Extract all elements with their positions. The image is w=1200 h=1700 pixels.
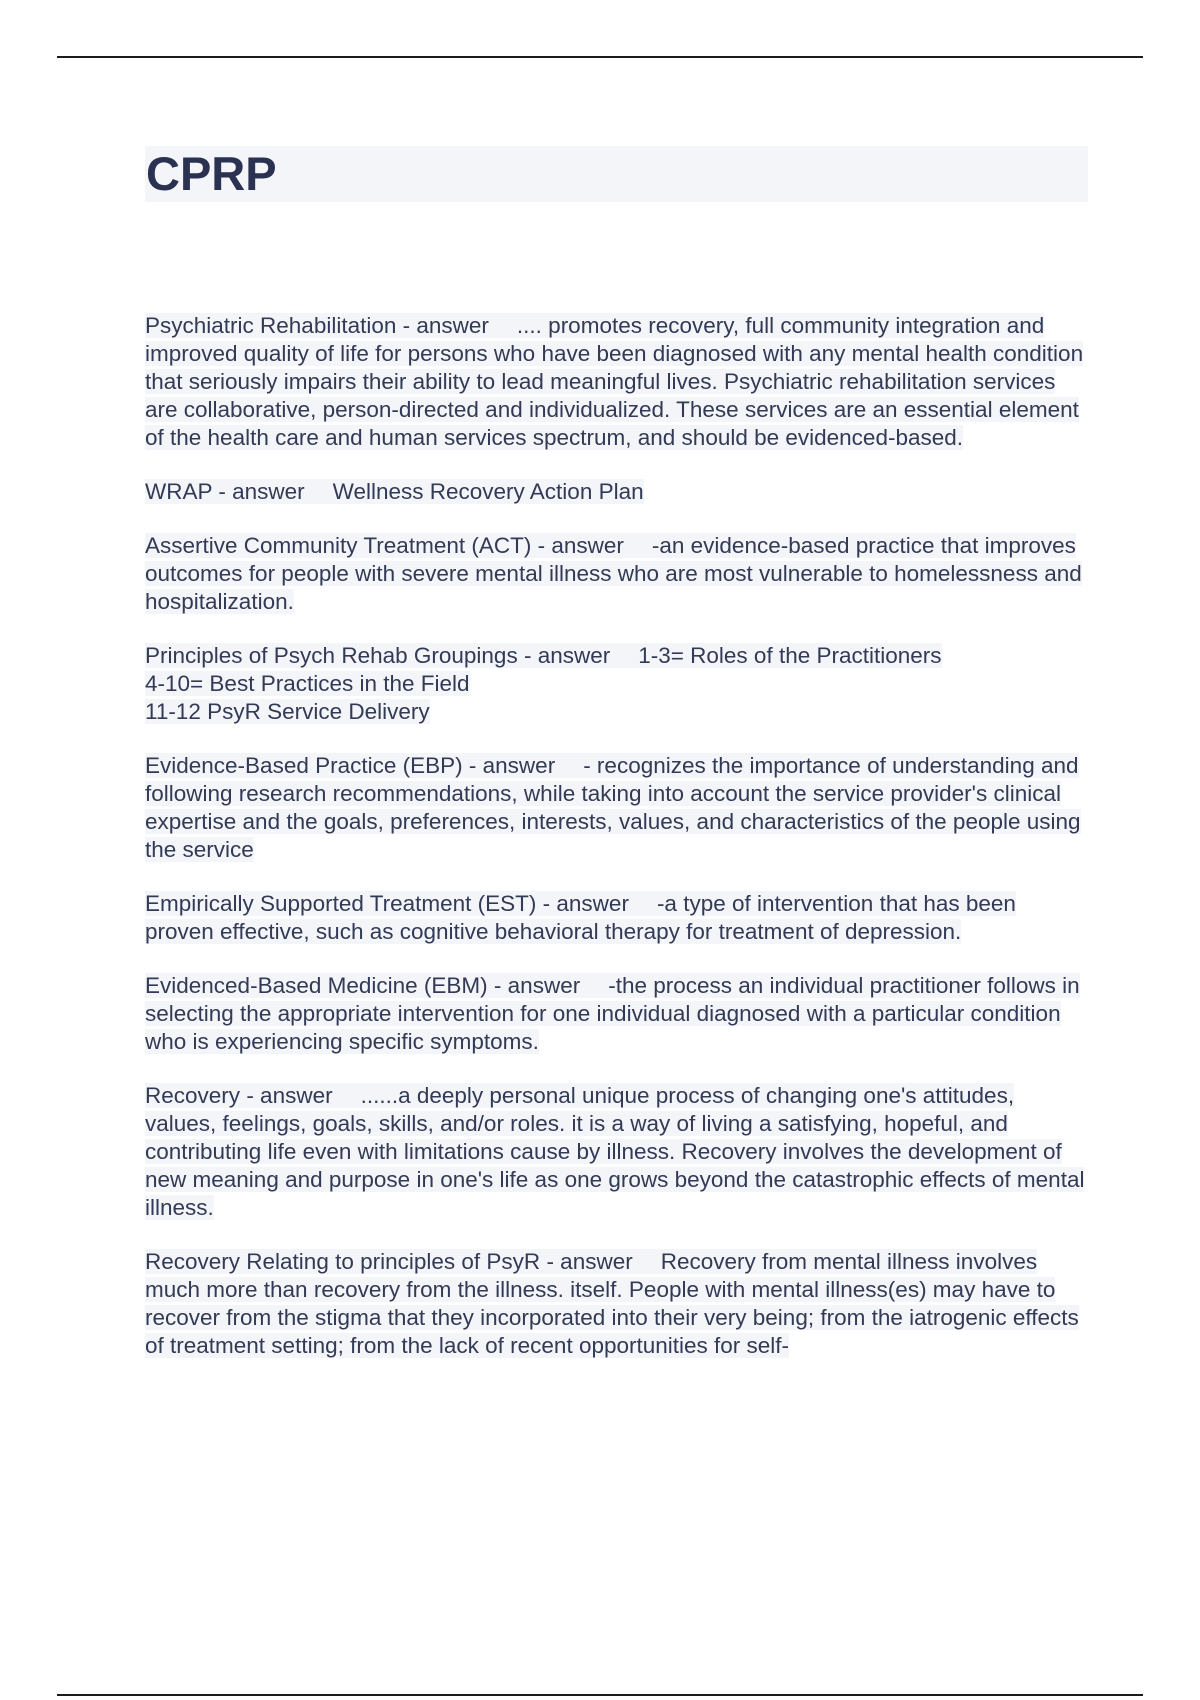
answer-separator: - answer bbox=[468, 753, 556, 778]
entry-term: Evidence-Based Practice (EBP) bbox=[145, 753, 463, 778]
answer-separator: - answer bbox=[218, 479, 305, 504]
entry-definition: -the process an individual practitioner follows in selecting the appropriate intervention for one individual diagnosed with a particular condition who is experiencing specific symptoms. bbox=[145, 973, 1080, 1054]
entry-definition: ......a deeply personal unique process of changing one's attitudes, values, feelings, goals, skills, and/or roles. it is a way of living a satisfying, hopeful, and contributing life even with limitations cause by illness. Recovery involves the development of new meaning and purpose in one's life as one grows beyond the catastrophic effects of mental illness. bbox=[145, 1083, 1085, 1220]
bottom-divider bbox=[57, 1694, 1143, 1696]
entry-term: Evidenced-Based Medicine (EBM) bbox=[145, 973, 488, 998]
entry-term: Principles of Psych Rehab Groupings bbox=[145, 643, 518, 668]
entry-term: Recovery Relating to principles of PsyR bbox=[145, 1249, 541, 1274]
entry-term: Empirically Supported Treatment (EST) bbox=[145, 891, 537, 916]
entry-term: WRAP bbox=[145, 479, 213, 504]
top-divider bbox=[57, 56, 1143, 58]
entry-definition: Wellness Recovery Action Plan bbox=[332, 479, 644, 504]
flashcard-entry bbox=[145, 532, 1088, 616]
answer-separator: - answer bbox=[546, 1249, 633, 1274]
page-title: CPRP bbox=[146, 147, 277, 200]
entry-term: Assertive Community Treatment (ACT) bbox=[145, 533, 532, 558]
flashcard-entry bbox=[145, 752, 1088, 864]
entry-definition-line: 11-12 PsyR Service Delivery bbox=[145, 699, 430, 724]
flashcard-entry bbox=[145, 972, 1088, 1056]
entry-definition: -an evidence-based practice that improves outcomes for people with severe mental illness who are most vulnerable to homelessness and hospitalization. bbox=[145, 533, 1082, 614]
flashcard-entry bbox=[145, 478, 1088, 506]
answer-separator: - answer bbox=[523, 643, 611, 668]
answer-separator: - answer bbox=[493, 973, 581, 998]
answer-separator: - answer bbox=[402, 313, 489, 338]
entry-definition: .... promotes recovery, full community integration and improved quality of life for persons who have been diagnosed with any mental health condition that seriously impairs their ability to lead meaningful lives. Psychiatric rehabilitation services are collaborative, person-directed and individualized. These services are an essential element of the health care and human services spectrum, and should be evidenced-based. bbox=[145, 313, 1084, 450]
entry-definition: 1-3= Roles of the Practitioners bbox=[638, 643, 942, 668]
entry-definition: -a type of intervention that has been proven effective, such as cognitive behavioral therapy for treatment of depression. bbox=[145, 891, 1016, 944]
flashcard-entry bbox=[145, 642, 1088, 726]
flashcard-entry bbox=[145, 1248, 1088, 1360]
entry-definition: - recognizes the importance of understanding and following research recommendations, while taking into account the service provider's clinical expertise and the goals, preferences, interests, values, and characteristics of the people using the service bbox=[145, 753, 1081, 862]
flashcard-entry bbox=[145, 890, 1088, 946]
entry-definition-line: 4-10= Best Practices in the Field bbox=[145, 671, 470, 696]
entry-term: Recovery bbox=[145, 1083, 241, 1108]
flashcard-entry bbox=[145, 1082, 1088, 1222]
answer-separator: - answer bbox=[246, 1083, 333, 1108]
flashcard-list bbox=[145, 312, 1088, 1386]
title-highlight bbox=[145, 146, 1088, 202]
entry-definition: Recovery from mental illness involves much more than recovery from the illness. itself. People with mental illness(es) may have to recover from the stigma that they incorporated into their very being; from the iatrogenic effects of treatment setting; from the lack of recent opportunities for self- bbox=[145, 1249, 1079, 1358]
flashcard-entry bbox=[145, 312, 1088, 452]
answer-separator: - answer bbox=[542, 891, 629, 916]
answer-separator: - answer bbox=[537, 533, 624, 558]
entry-term: Psychiatric Rehabilitation bbox=[145, 313, 397, 338]
